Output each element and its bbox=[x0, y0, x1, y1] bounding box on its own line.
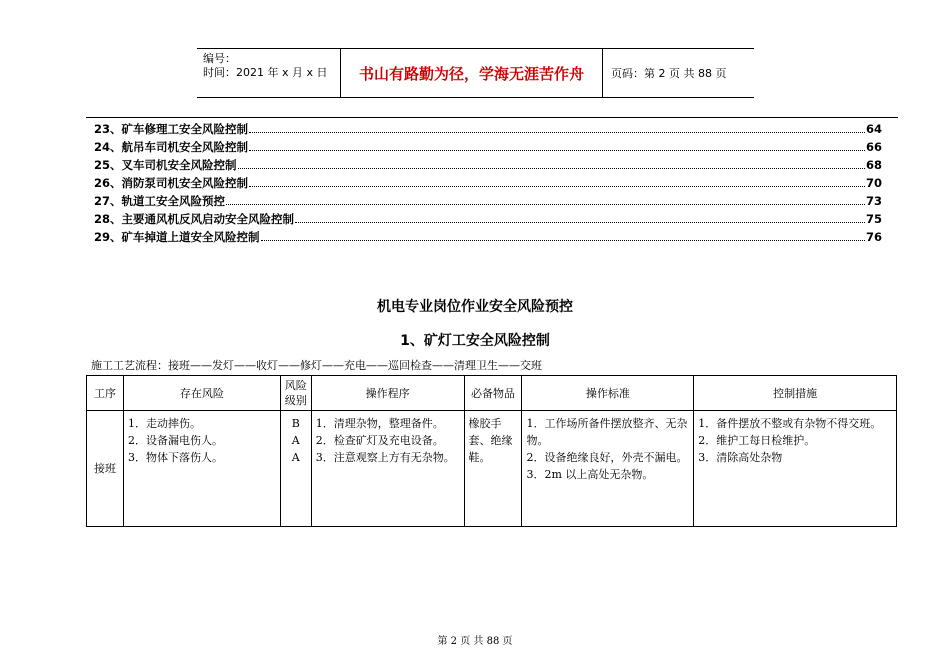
toc-entry-title: 29、矿车掉道上道安全风险控制 bbox=[94, 230, 260, 244]
toc-entry[interactable] bbox=[94, 175, 882, 193]
toc-entry[interactable] bbox=[94, 157, 882, 175]
toc-entry-page: 64 bbox=[865, 122, 882, 136]
toc-entry-title: 23、矿车修理工安全风险控制 bbox=[94, 122, 249, 136]
toc-entry-title: 28、主要通风机反风启动安全风险控制 bbox=[94, 212, 295, 226]
subsection-title: 1、矿灯工安全风险控制 bbox=[400, 333, 550, 349]
table-row bbox=[87, 411, 897, 527]
process-flow: 施工工艺流程：接班——发灯——收灯——修灯——充电——巡回检查——清理卫生——交班 bbox=[91, 359, 542, 372]
toc-entry[interactable] bbox=[94, 139, 882, 157]
toc-entry-page: 76 bbox=[865, 230, 882, 244]
toc-leader bbox=[261, 239, 865, 241]
header-control: 控制措施 bbox=[694, 376, 897, 411]
toc-entry-title: 27、轨道工安全风险预控 bbox=[94, 194, 226, 208]
table-of-contents bbox=[94, 121, 882, 247]
cell-risks bbox=[123, 411, 280, 527]
toc-entry[interactable] bbox=[94, 121, 882, 139]
toc-entry-title: 24、航吊车司机安全风险控制 bbox=[94, 140, 249, 154]
risk-line: 1．走动摔伤。 bbox=[127, 417, 201, 430]
toc-entry-page: 68 bbox=[865, 158, 882, 172]
risk-control-table bbox=[86, 375, 897, 527]
toc-entry-title: 25、叉车司机安全风险控制 bbox=[94, 158, 237, 172]
number-label: 编号： bbox=[203, 52, 236, 65]
risk-line: 3．物体下落伤人。 bbox=[127, 451, 223, 464]
toc-entry-page: 73 bbox=[865, 194, 882, 208]
toc-leader bbox=[295, 221, 865, 223]
standard-line: 3．2m 以上高处无杂物。 bbox=[526, 468, 654, 481]
control-line: 3．清除高处杂物 bbox=[698, 451, 783, 464]
toc-entry-page: 66 bbox=[865, 140, 882, 154]
toc-leader bbox=[249, 149, 865, 151]
toc-entry[interactable] bbox=[94, 229, 882, 247]
header-standard: 操作标准 bbox=[522, 376, 694, 411]
procedure-line: 1．清理杂物，整理备件。 bbox=[315, 417, 444, 430]
header-level: 风险级别 bbox=[280, 376, 311, 411]
toc-entry-page: 70 bbox=[865, 176, 882, 190]
cell-items: 橡胶手套、绝缘鞋。 bbox=[464, 411, 522, 527]
toc-entry[interactable] bbox=[94, 211, 882, 229]
standard-line: 2．设备绝缘良好，外壳不漏电。 bbox=[526, 451, 688, 464]
cell-step: 接班 bbox=[87, 411, 124, 527]
toc-leader bbox=[249, 185, 865, 187]
header-items: 必备物品 bbox=[464, 376, 522, 411]
table-header-row bbox=[87, 376, 897, 411]
toc-entry[interactable] bbox=[94, 193, 882, 211]
header-meta bbox=[197, 49, 340, 97]
section-title: 机电专业岗位作业安全风险预控 bbox=[377, 299, 573, 315]
header-procedure: 操作程序 bbox=[311, 376, 464, 411]
level-value: B bbox=[291, 417, 300, 430]
toc-leader bbox=[249, 131, 865, 133]
control-line: 2．维护工每日检维护。 bbox=[698, 434, 816, 447]
cell-levels bbox=[280, 411, 311, 527]
procedure-line: 3．注意观察上方有无杂物。 bbox=[315, 451, 455, 464]
cell-procedure bbox=[311, 411, 464, 527]
motto: 书山有路勤为径，学海无涯苦作舟 bbox=[340, 49, 603, 97]
level-value: A bbox=[291, 451, 300, 464]
header-step: 工序 bbox=[87, 376, 124, 411]
control-line: 1．备件摆放不整或有杂物不得交班。 bbox=[698, 417, 882, 430]
toc-entry-page: 75 bbox=[865, 212, 882, 226]
page-code: 页码：第 2 页 共 88 页 bbox=[611, 67, 727, 80]
cell-control bbox=[694, 411, 897, 527]
page-header bbox=[197, 48, 754, 98]
toc-entry-title: 26、消防泵司机安全风险控制 bbox=[94, 176, 249, 190]
time-label: 时间：2021 年 x 月 x 日 bbox=[203, 66, 328, 79]
standard-line: 1．工作场所备件摆放整齐、无杂物。 bbox=[526, 417, 688, 447]
cell-standard bbox=[522, 411, 694, 527]
procedure-line: 2．检查矿灯及充电设备。 bbox=[315, 434, 444, 447]
toc-top-rule bbox=[86, 117, 898, 118]
header-risk: 存在风险 bbox=[123, 376, 280, 411]
page-footer: 第 2 页 共 88 页 bbox=[437, 636, 513, 647]
level-value: A bbox=[291, 434, 300, 447]
risk-line: 2．设备漏电伤人。 bbox=[127, 434, 223, 447]
toc-leader bbox=[226, 203, 865, 205]
toc-leader bbox=[238, 167, 865, 169]
